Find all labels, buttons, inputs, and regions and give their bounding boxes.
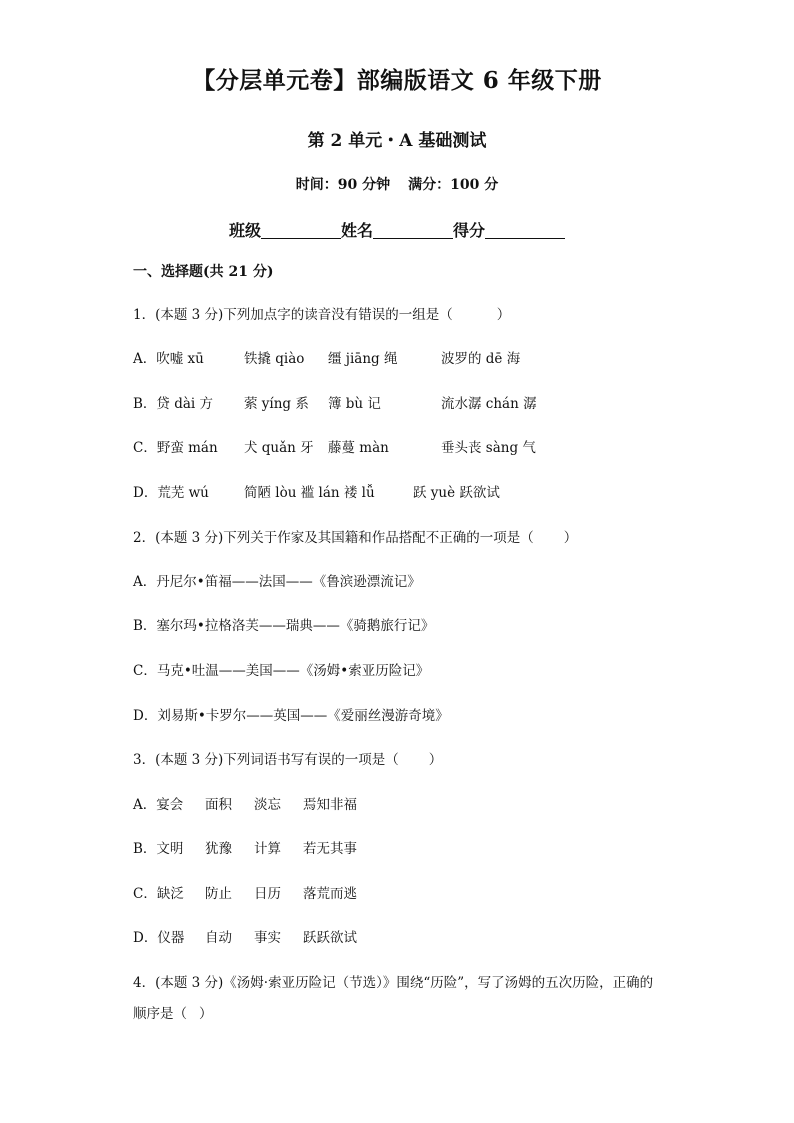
question-3-option-d: D．仪器 自动 事实 跃跃欲试 xyxy=(133,930,357,946)
score-label: 得分 xyxy=(453,221,486,240)
question-2-option-d: D．刘易斯•卡罗尔——英国——《爱丽丝漫游奇境》 xyxy=(133,708,449,724)
question-3-option-b: B．文明 犹豫 计算 若无其事 xyxy=(133,841,357,857)
name-label: 姓名 xyxy=(340,221,373,240)
question-2-option-a: A．丹尼尔•笛福——法国——《鲁滨逊漂流记》 xyxy=(133,574,421,590)
question-3-stem: 3．(本题 3 分)下列词语书写有误的一项是（ ） xyxy=(133,752,443,768)
question-1-option-a: A．吹嘘 xū 铁撬 qiào 缰 jiāng 绳 波罗的 dē 海 xyxy=(133,351,521,367)
question-1-option-b: B．贷 dài 方 萦 yíng 系 簿 bù 记 流水潺 chán 潺 xyxy=(133,396,537,412)
class-label: 班级 xyxy=(228,221,261,240)
document-subtitle: 第 2 单元・A 基础测试 xyxy=(307,131,487,151)
full-score-label: 满分：100 分 xyxy=(408,177,499,193)
document-title: 【分层单元卷】部编版语文 6 年级下册 xyxy=(192,67,602,94)
question-3-option-c: C．缺泛 防止 日历 落荒而逃 xyxy=(133,886,357,902)
question-4-stem-line-2: 顺序是（ ） xyxy=(133,1006,213,1022)
question-2-option-b: B．塞尔玛•拉格洛芙——瑞典——《骑鹅旅行记》 xyxy=(133,618,435,634)
question-4-stem-line-1: 4．(本题 3 分)《汤姆·索亚历险记（节选）》围绕“历险”，写了汤姆的五次历险，正确的 xyxy=(133,975,654,991)
question-2-stem: 2．(本题 3 分)下列关于作家及其国籍和作品搭配不正确的一项是（ ） xyxy=(133,530,578,546)
question-1-option-c: C．野蛮 mán 犬 quǎn 牙 藤蔓 màn 垂头丧 sàng 气 xyxy=(133,440,536,456)
question-1-option-d: D．荒芜 wú 简陋 lòu 褴 lán 褛 lǚ 跃 yuè 跃欲试 xyxy=(133,485,500,501)
exam-meta xyxy=(0,174,794,194)
question-2-option-c: C．马克•吐温——美国——《汤姆•索亚历险记》 xyxy=(133,663,430,679)
score-blank xyxy=(485,222,565,239)
time-label: 时间：90 分钟 xyxy=(295,177,391,193)
section-heading: 一、选择题(共 21 分) xyxy=(133,264,274,280)
student-info-line xyxy=(0,218,794,241)
question-3-option-a: A．宴会 面积 淡忘 焉知非福 xyxy=(133,797,357,813)
question-1-stem: 1．(本题 3 分)下列加点字的读音没有错误的一组是（ ） xyxy=(133,307,511,323)
class-blank xyxy=(261,222,341,239)
name-blank xyxy=(373,222,453,239)
